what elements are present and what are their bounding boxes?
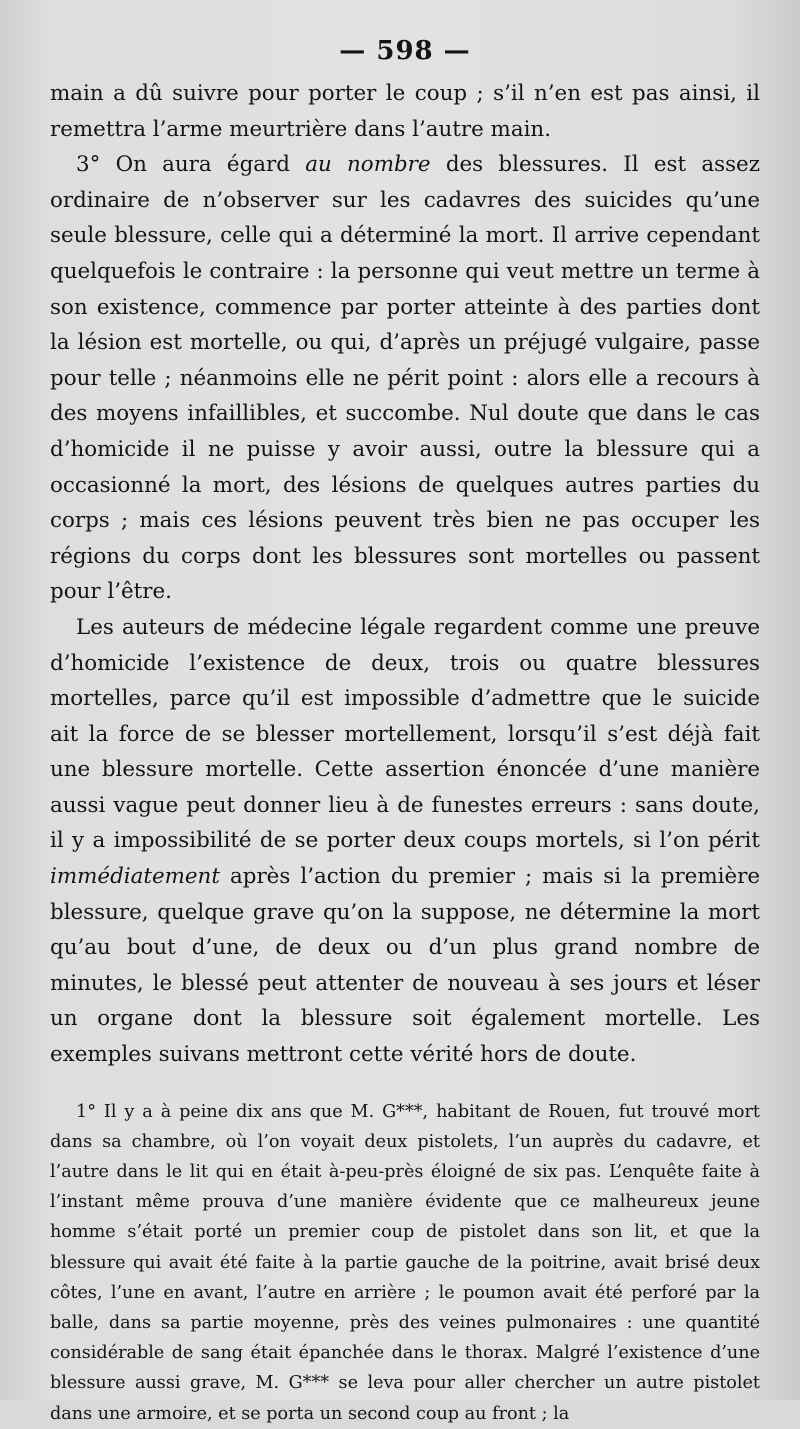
paragraph-legal-medicine-authors	[50, 610, 760, 1073]
text-run: après l’action du premier ; mais si la première blessure, quelque grave qu’on la suppose, ne détermine la mort qu’au bout d’une, de deux ou d’un plus grand nombre de minutes, le blessé peut attenter de nouveau à ses jours et léser un organe dont la blessure soit également mortelle. Les exemples suivans mettront cette vérité hors de doute.	[50, 864, 760, 1068]
italic-term: au nombre	[305, 152, 431, 178]
text-run: 1° Il y a à peine dix ans que M. G***, habitant de Rouen, fut trouvé mort dans sa chambre, où l’on voyait deux pistolets, l’un auprès du cadavre, et l’autre dans le lit qui en était à-peu-près éloigné de six pas. L’enquête faite à l’instant même prouva d’une manière évidente que ce malheureux jeune homme s’était porté un premier coup de pistolet dans son lit, et que la blessure qui avait été faite à la partie gauche de la poitrine, avait brisé deux côtes, l’une en avant, l’autre en arrière ; le poumon avait été perforé par la balle, dans sa partie moyenne, près des veines pulmonaires : une quantité considérable de sang était épanchée dans le thorax. Malgré l’existence d’une blessure aussi grave, M. G*** se leva pour aller chercher un autre pistolet dans une armoire, et se porta un second coup au front ; la	[50, 1101, 760, 1424]
paragraph-continuation	[50, 76, 760, 147]
page-number: — 598 —	[339, 36, 471, 66]
text-run: des blessures. Il est assez ordinaire de n’observer sur les cadavres des suicides qu’une seule blessure, celle qui a déterminé la mort. Il arrive cependant quelquefois le contraire : la personne qui veut mettre un terme à son existence, commence par porter atteinte à des parties dont la lésion est mortelle, ou qui, d’après un préjugé vulgaire, passe pour telle ; néanmoins elle ne périt point : alors elle a recours à des moyens infaillibles, et succombe. Nul doute que dans le cas d’homicide il ne puisse y avoir aussi, outre la blessure qui a occasionné la mort, des lésions de quelques autres parties du corps ; mais ces lésions peuvent très bien ne pas occuper les régions du corps dont les blessures sont mortelles ou passent pour l’être.	[50, 152, 760, 605]
paragraph-number-of-wounds	[50, 147, 760, 610]
text-run: main a dû suivre pour porter le coup ; s’il n’en est pas ainsi, il remettra l’arme meurtrière dans l’autre main.	[50, 81, 760, 142]
text-run: 3° On aura égard	[76, 152, 306, 178]
paragraph-example-one	[50, 1097, 760, 1429]
text-run: Les auteurs de médecine légale regardent comme une preuve d’homicide l’existence de deux, trois ou quatre blessures mortelles, parce qu’il est impossible d’admettre que le suicide ait la force de se blesser mortellement, lorsqu’il s’est déjà fait une blessure mortelle. Cette assertion énoncée d’une manière aussi vague peut donner lieu à de funestes erreurs : sans doute, il y a impossibilité de se porter deux coups mortels, si l’on périt	[50, 614, 760, 854]
italic-term: immédiatement	[50, 864, 220, 890]
